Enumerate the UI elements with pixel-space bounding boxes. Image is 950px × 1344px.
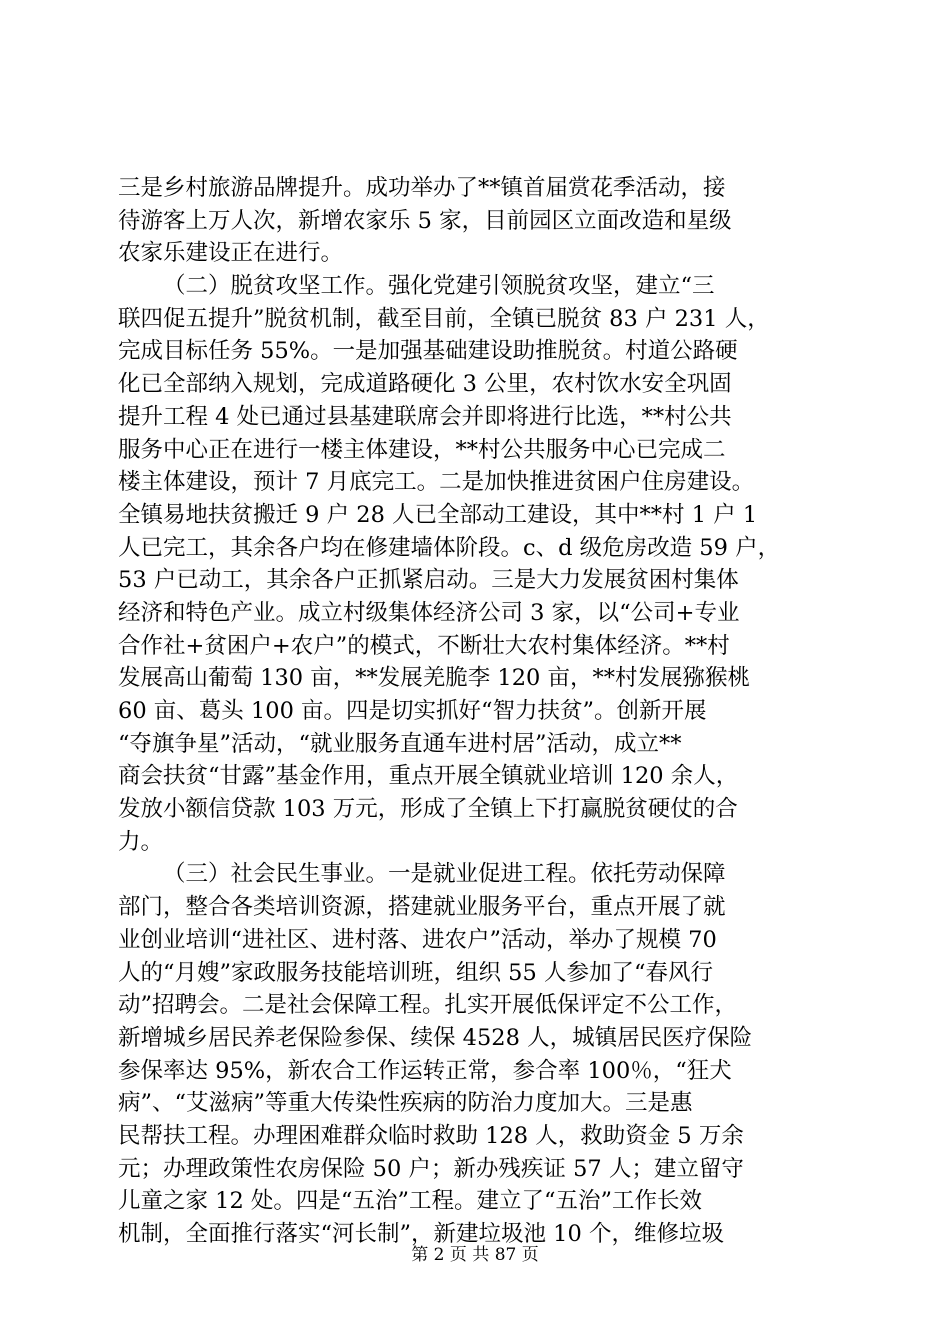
text-line: 民帮扶工程。办理困难群众临时救助 128 人，救助资金 5 万余 — [118, 1122, 744, 1149]
text-line: （二）脱贫攻坚工作。强化党建引领脱贫攻坚，建立“三 — [163, 273, 715, 300]
body-text — [118, 172, 838, 1251]
text-line: 化已全部纳入规划，完成道路硬化 3 公里，农村饮水安全巩固 — [118, 371, 732, 398]
text-line: 参保率达 95%，新农合工作运转正常，参合率 100％，“狂犬 — [118, 1057, 732, 1084]
text-line: 53 户已动工，其余各户正抓紧启动。三是大力发展贫困村集体 — [118, 567, 739, 594]
text-line: 机制，全面推行落实“河长制”，新建垃圾池 10 个，维修垃圾 — [118, 1221, 724, 1247]
text-line: 楼主体建设，预计 7 月底完工。二是加快推进贫困户住房建设。 — [118, 469, 755, 496]
text-line: 经济和特色产业。成立村级集体经济公司 3 家，以“公司+专业 — [118, 599, 740, 626]
page-number-footer: 第 2 页 共 87 页 — [411, 1245, 539, 1265]
text-line: 人已完工，其余各户均在修建墙体阶段。c、d 级危房改造 59 户， — [118, 534, 781, 561]
text-line: 合作社+贫困户+农户”的模式，不断壮大农村集体经济。**村 — [118, 632, 730, 659]
text-line: 全镇易地扶贫搬迁 9 户 28 人已全部动工建设，其中**村 1 户 1 — [118, 501, 758, 528]
text-line: 动”招聘会。二是社会保障工程。扎实开展低保评定不公工作， — [118, 992, 738, 1019]
text-line: 商会扶贫“甘露”基金作用，重点开展全镇就业培训 120 余人， — [118, 763, 739, 790]
text-line: 完成目标任务 55%。一是加强基础建设助推脱贫。村道公路硬 — [118, 338, 738, 365]
text-line: 部门，整合各类培训资源，搭建就业服务平台，重点开展了就 — [118, 894, 726, 921]
text-line: 业创业培训“进社区、进村落、进农户”活动，举办了规模 70 — [118, 926, 717, 953]
text-line: 提升工程 4 处已通过县基建联席会并即将进行比选，**村公共 — [118, 403, 732, 430]
text-line: 元；办理政策性农房保险 50 户；新办残疾证 57 人；建立留守 — [118, 1155, 744, 1182]
text-line: 60 亩、葛头 100 亩。四是切实抓好“智力扶贫”。创新开展 — [118, 698, 707, 724]
text-line: 发展高山葡萄 130 亩，**发展羌脆李 120 亩，**村发展猕猴桃 — [118, 665, 751, 692]
text-line: 农家乐建设正在进行。 — [118, 240, 344, 267]
text-line: 人的“月嫂”家政服务技能培训班，组织 55 人参加了“春风行 — [118, 959, 713, 986]
text-line: 服务中心正在进行一楼主体建设，**村公共服务中心已完成二 — [118, 436, 726, 463]
text-line: 三是乡村旅游品牌提升。成功举办了**镇首届赏花季活动，接 — [118, 175, 726, 201]
text-line: 力。 — [118, 828, 164, 855]
text-line: 联四促五提升”脱贫机制，截至目前，全镇已脱贫 83 户 231 人， — [118, 305, 770, 332]
text-line: “夺旗争星”活动，“就业服务直通车进村居”活动，成立** — [118, 730, 682, 757]
text-line: 待游客上万人次，新增农家乐 5 家，目前园区立面改造和星级 — [118, 207, 732, 234]
text-line: 病”、“艾滋病”等重大传染性疾病的防治力度加大。三是惠 — [118, 1090, 693, 1117]
text-line: 儿童之家 12 处。四是“五治”工程。建立了“五治”工作长效 — [118, 1188, 702, 1215]
text-line: 新增城乡居民养老保险参保、续保 4528 人，城镇居民医疗保险 — [118, 1024, 753, 1051]
text-line: 发放小额信贷款 103 万元，形成了全镇上下打赢脱贫硬仗的合 — [118, 796, 738, 823]
text-line: （三）社会民生事业。一是就业促进工程。依托劳动保障 — [163, 861, 726, 888]
